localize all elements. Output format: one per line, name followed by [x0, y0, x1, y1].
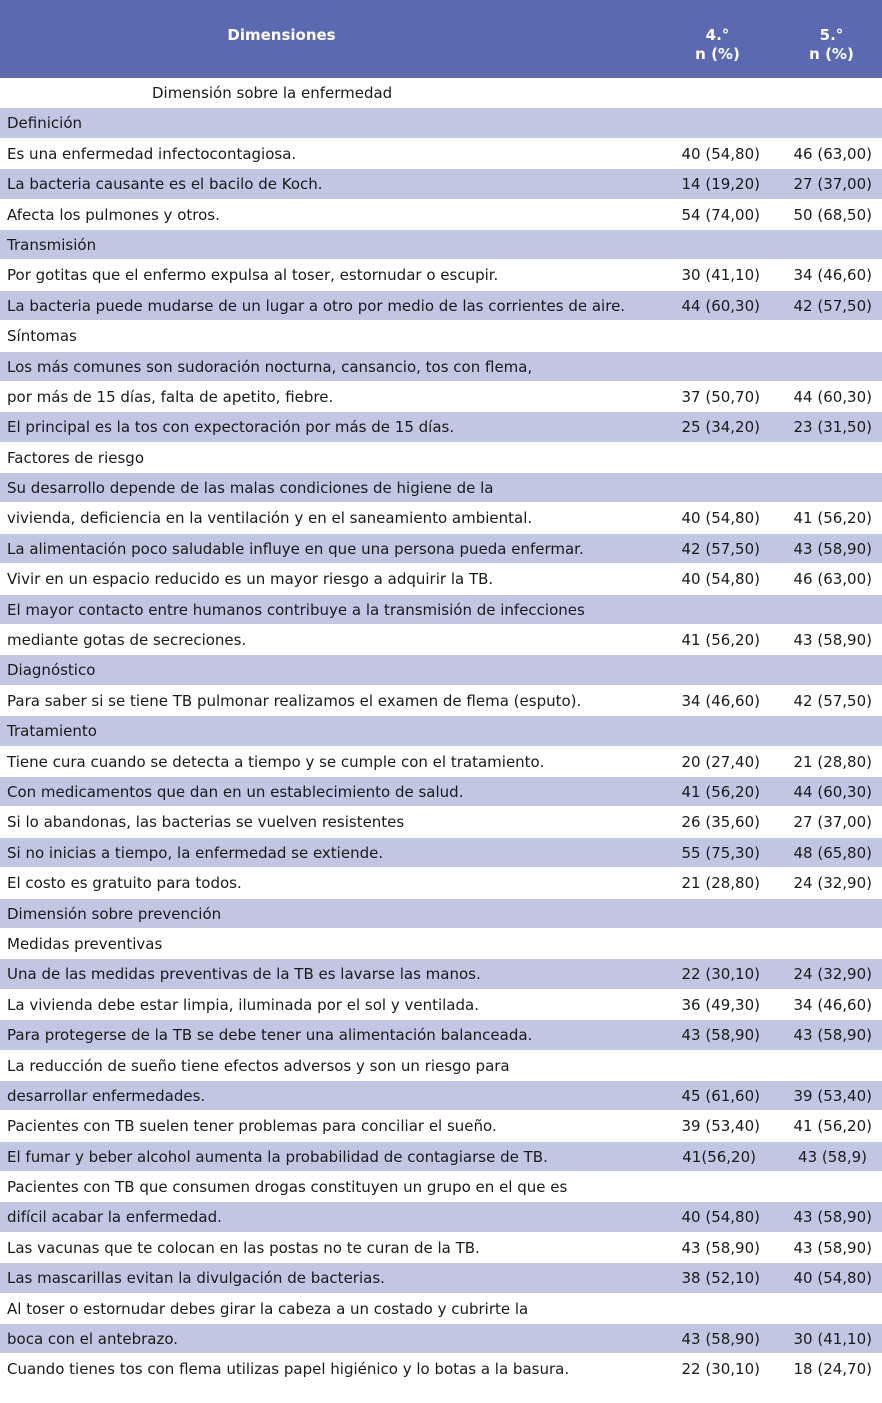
table-row — [0, 503, 882, 533]
grade-4-value: 54 (74,00) — [681, 205, 760, 224]
grade-4-value: 41(56,20) — [682, 1147, 756, 1166]
table-row — [0, 625, 882, 655]
table-row — [0, 929, 882, 959]
table-row — [0, 412, 882, 442]
table-row — [0, 716, 882, 746]
grade-4-value: 41 (56,20) — [681, 782, 760, 801]
row-label: Si lo abandonas, las bacterias se vuelven resistentes — [7, 813, 405, 832]
grade-4-value: 22 (30,10) — [681, 965, 760, 984]
row-label: Pacientes con TB que consumen drogas constituyen un grupo en el que es — [7, 1178, 568, 1197]
table-row — [0, 321, 882, 351]
grade-5-value: 43 (58,90) — [793, 631, 872, 650]
grade-4-value: 42 (57,50) — [681, 539, 760, 558]
table-row — [0, 777, 882, 807]
grade-4-value: 38 (52,10) — [681, 1269, 760, 1288]
row-label: Afecta los pulmones y otros. — [7, 205, 220, 224]
header-grade-5 — [774, 26, 882, 64]
grade-4-value: 43 (58,90) — [681, 1238, 760, 1257]
row-label: Factores de riesgo — [7, 448, 144, 467]
grade-4-value: 30 (41,10) — [681, 266, 760, 285]
grade-5-value: 44 (60,30) — [793, 387, 872, 406]
table-row — [0, 291, 882, 321]
grade-4-value: 26 (35,60) — [681, 813, 760, 832]
grade-5-value: 34 (46,60) — [793, 995, 872, 1014]
grade-5-value: 41 (56,20) — [793, 509, 872, 528]
grade-4-value: 21 (28,80) — [681, 874, 760, 893]
grade-5-value: 48 (65,80) — [793, 843, 872, 862]
grade-5-value: 34 (46,60) — [793, 266, 872, 285]
header-grade-4-unit: n (%) — [695, 45, 740, 63]
table-row — [0, 200, 882, 230]
table-row — [0, 1233, 882, 1263]
grade-5-value: 44 (60,30) — [793, 782, 872, 801]
grade-4-value: 34 (46,60) — [681, 691, 760, 710]
grade-4-value: 40 (54,80) — [681, 1208, 760, 1227]
row-label: Por gotitas que el enfermo expulsa al toser, estornudar o escupir. — [7, 266, 499, 285]
table-row — [0, 1020, 882, 1050]
table-body — [0, 78, 882, 1385]
table-row — [0, 1354, 882, 1384]
grade-5-value: 50 (68,50) — [793, 205, 872, 224]
grade-4-value: 39 (53,40) — [681, 1117, 760, 1136]
table-row — [0, 1081, 882, 1111]
grade-5-value: 23 (31,50) — [793, 418, 872, 437]
grade-5-value: 43 (58,90) — [793, 1208, 872, 1227]
table-row — [0, 564, 882, 594]
row-label: El mayor contacto entre humanos contribuye a la transmisión de infecciones — [7, 600, 585, 619]
grade-4-value: 14 (19,20) — [681, 175, 760, 194]
row-label: Para saber si se tiene TB pulmonar realizamos el examen de flema (esputo). — [7, 691, 582, 710]
table-row — [0, 78, 882, 108]
grade-4-value: 22 (30,10) — [681, 1360, 760, 1379]
table-row — [0, 868, 882, 898]
table-row — [0, 838, 882, 868]
table-row — [0, 1202, 882, 1232]
grade-4-value: 37 (50,70) — [681, 387, 760, 406]
grade-5-value: 42 (57,50) — [793, 691, 872, 710]
row-label: Las vacunas que te colocan en las postas no te curan de la TB. — [7, 1238, 480, 1257]
row-label: mediante gotas de secreciones. — [7, 631, 247, 650]
table-row — [0, 899, 882, 929]
row-label: La bacteria puede mudarse de un lugar a otro por medio de las corrientes de aire. — [7, 296, 626, 315]
table-row — [0, 352, 882, 382]
row-label: Dimensión sobre la enfermedad — [152, 84, 393, 102]
table-row — [0, 1294, 882, 1324]
table-row — [0, 169, 882, 199]
grade-4-value: 36 (49,30) — [681, 995, 760, 1014]
grade-5-value: 43 (58,90) — [793, 539, 872, 558]
grade-5-value: 46 (63,00) — [793, 144, 872, 163]
header-grade-4 — [660, 26, 775, 64]
grade-5-value: 18 (24,70) — [793, 1360, 872, 1379]
grade-4-value: 40 (54,80) — [681, 144, 760, 163]
table-row — [0, 443, 882, 473]
grade-4-value: 41 (56,20) — [681, 631, 760, 650]
table-row — [0, 1172, 882, 1202]
row-label: Es una enfermedad infectocontagiosa. — [7, 144, 297, 163]
header-grade-5-label: 5.° — [819, 26, 844, 44]
grade-4-value: 40 (54,80) — [681, 570, 760, 589]
row-label: difícil acabar la enfermedad. — [7, 1208, 222, 1227]
table-row — [0, 747, 882, 777]
table-row — [0, 595, 882, 625]
row-label: Transmisión — [7, 235, 97, 254]
row-label: Los más comunes son sudoración nocturna, cansancio, tos con flema, — [7, 357, 533, 376]
grade-4-value: 20 (27,40) — [681, 752, 760, 771]
grade-5-value: 41 (56,20) — [793, 1117, 872, 1136]
table-row — [0, 139, 882, 169]
table-row — [0, 230, 882, 260]
grade-4-value: 43 (58,90) — [681, 1330, 760, 1349]
table-header — [0, 0, 882, 78]
row-label: Con medicamentos que dan en un establecimiento de salud. — [7, 782, 464, 801]
header-dimensions: Dimensiones — [227, 26, 336, 44]
table-row — [0, 990, 882, 1020]
table-row — [0, 655, 882, 685]
grade-4-value: 40 (54,80) — [681, 509, 760, 528]
row-label: Vivir en un espacio reducido es un mayor riesgo a adquirir la TB. — [7, 570, 494, 589]
row-label: El principal es la tos con expectoración por más de 15 días. — [7, 418, 455, 437]
row-label: Tratamiento — [7, 722, 97, 741]
table-row — [0, 382, 882, 412]
row-label: La vivienda debe estar limpia, iluminada por el sol y ventilada. — [7, 995, 479, 1014]
table-row — [0, 1263, 882, 1293]
header-grade-5-unit: n (%) — [809, 45, 854, 63]
row-label: La reducción de sueño tiene efectos adversos y son un riesgo para — [7, 1056, 510, 1075]
table-row — [0, 108, 882, 138]
table-row — [0, 1051, 882, 1081]
table-row — [0, 473, 882, 503]
grade-5-value: 42 (57,50) — [793, 296, 872, 315]
grade-5-value: 27 (37,00) — [793, 175, 872, 194]
row-label: Si no inicias a tiempo, la enfermedad se extiende. — [7, 843, 384, 862]
grade-5-value: 27 (37,00) — [793, 813, 872, 832]
grade-4-value: 55 (75,30) — [681, 843, 760, 862]
table-row — [0, 807, 882, 837]
row-label: Medidas preventivas — [7, 934, 163, 953]
table-row — [0, 1111, 882, 1141]
row-label: Una de las medidas preventivas de la TB es lavarse las manos. — [7, 965, 481, 984]
row-label: La alimentación poco saludable influye en que una persona pueda enfermar. — [7, 539, 584, 558]
grade-5-value: 24 (32,90) — [793, 965, 872, 984]
row-label: Su desarrollo depende de las malas condiciones de higiene de la — [7, 479, 494, 498]
grade-4-value: 43 (58,90) — [681, 1026, 760, 1045]
header-grade-4-label: 4.° — [705, 26, 730, 44]
row-label: Pacientes con TB suelen tener problemas para conciliar el sueño. — [7, 1117, 497, 1136]
grade-5-value: 24 (32,90) — [793, 874, 872, 893]
grade-5-value: 46 (63,00) — [793, 570, 872, 589]
row-label: vivienda, deficiencia en la ventilación y en el saneamiento ambiental. — [7, 509, 533, 528]
row-label: Al toser o estornudar debes girar la cabeza a un costado y cubrirte la — [7, 1299, 529, 1318]
table-row — [0, 1324, 882, 1354]
row-label: Síntomas — [7, 327, 77, 346]
row-label: Diagnóstico — [7, 661, 96, 680]
grade-4-value: 44 (60,30) — [681, 296, 760, 315]
row-label: desarrollar enfermedades. — [7, 1086, 206, 1105]
grade-5-value: 43 (58,90) — [793, 1026, 872, 1045]
grade-5-value: 39 (53,40) — [793, 1086, 872, 1105]
row-label: El fumar y beber alcohol aumenta la probabilidad de contagiarse de TB. — [7, 1147, 548, 1166]
grade-5-value: 21 (28,80) — [793, 752, 872, 771]
row-label: La bacteria causante es el bacilo de Koch. — [7, 175, 323, 194]
row-label: Dimensión sobre prevención — [7, 904, 222, 923]
table-row — [0, 959, 882, 989]
table-row — [0, 260, 882, 290]
grade-5-value: 30 (41,10) — [793, 1330, 872, 1349]
grade-5-value: 43 (58,9) — [798, 1147, 867, 1166]
row-label: Las mascarillas evitan la divulgación de bacterias. — [7, 1269, 385, 1288]
table-row — [0, 1142, 882, 1172]
row-label: Definición — [7, 114, 82, 133]
row-label: por más de 15 días, falta de apetito, fiebre. — [7, 387, 334, 406]
grade-4-value: 45 (61,60) — [681, 1086, 760, 1105]
table-row — [0, 686, 882, 716]
grade-4-value: 25 (34,20) — [681, 418, 760, 437]
grade-5-value: 43 (58,90) — [793, 1238, 872, 1257]
row-label: Para protegerse de la TB se debe tener una alimentación balanceada. — [7, 1026, 533, 1045]
grade-5-value: 40 (54,80) — [793, 1269, 872, 1288]
row-label: boca con el antebrazo. — [7, 1330, 179, 1349]
table-row — [0, 534, 882, 564]
row-label: Cuando tienes tos con flema utilizas papel higiénico y lo botas a la basura. — [7, 1360, 570, 1379]
row-label: Tiene cura cuando se detecta a tiempo y se cumple con el tratamiento. — [7, 752, 545, 771]
row-label: El costo es gratuito para todos. — [7, 874, 242, 893]
